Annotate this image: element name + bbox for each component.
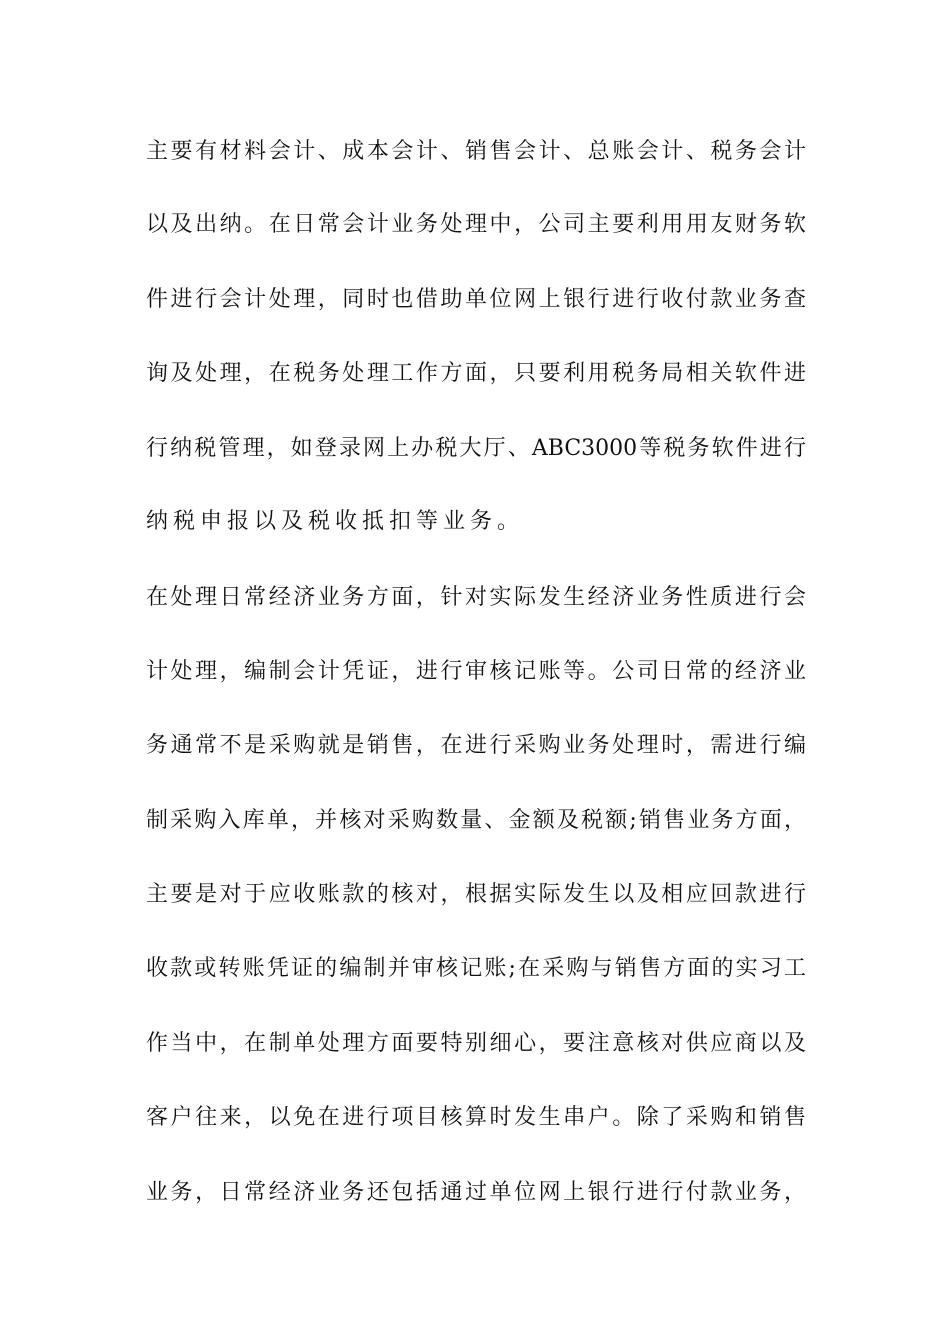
text-line: 行纳税管理，如登录网上办税大厅、ABC3000等税务软件进行 — [146, 436, 806, 461]
text-line: 制采购入库单，并核对采购数量、金额及税额;销售业务方面， — [146, 808, 806, 833]
text-line: 业务，日常经济业务还包括通过单位网上银行进行付款业务， — [146, 1180, 806, 1205]
text-line: 主要是对于应收账款的核对，根据实际发生以及相应回款进行 — [146, 882, 806, 907]
text-line: 以及出纳。在日常会计业务处理中，公司主要利用用友财务软 — [146, 212, 806, 237]
text-line: 计处理，编制会计凭证，进行审核记账等。公司日常的经济业 — [146, 659, 806, 684]
text-line: 主要有材料会计、成本会计、销售会计、总账会计、税务会计 — [146, 139, 806, 164]
text-line: 务通常不是采购就是销售，在进行采购业务处理时，需进行编 — [146, 733, 806, 758]
text-line: 纳税申报以及税收抵扣等业务。 — [146, 509, 525, 534]
text-line: 询及处理，在税务处理工作方面，只要利用税务局相关软件进 — [146, 361, 806, 386]
text-line: 作当中，在制单处理方面要特别细心，要注意核对供应商以及 — [146, 1031, 806, 1056]
text-line: 件进行会计处理，同时也借助单位网上银行进行收付款业务查 — [146, 287, 806, 312]
text-line: 客户往来，以免在进行项目核算时发生串户。除了采购和销售 — [146, 1105, 806, 1130]
text-line: 收款或转账凭证的编制并审核记账;在采购与销售方面的实习工 — [146, 956, 806, 981]
text-line: 在处理日常经济业务方面，针对实际发生经济业务性质进行会 — [146, 585, 806, 610]
